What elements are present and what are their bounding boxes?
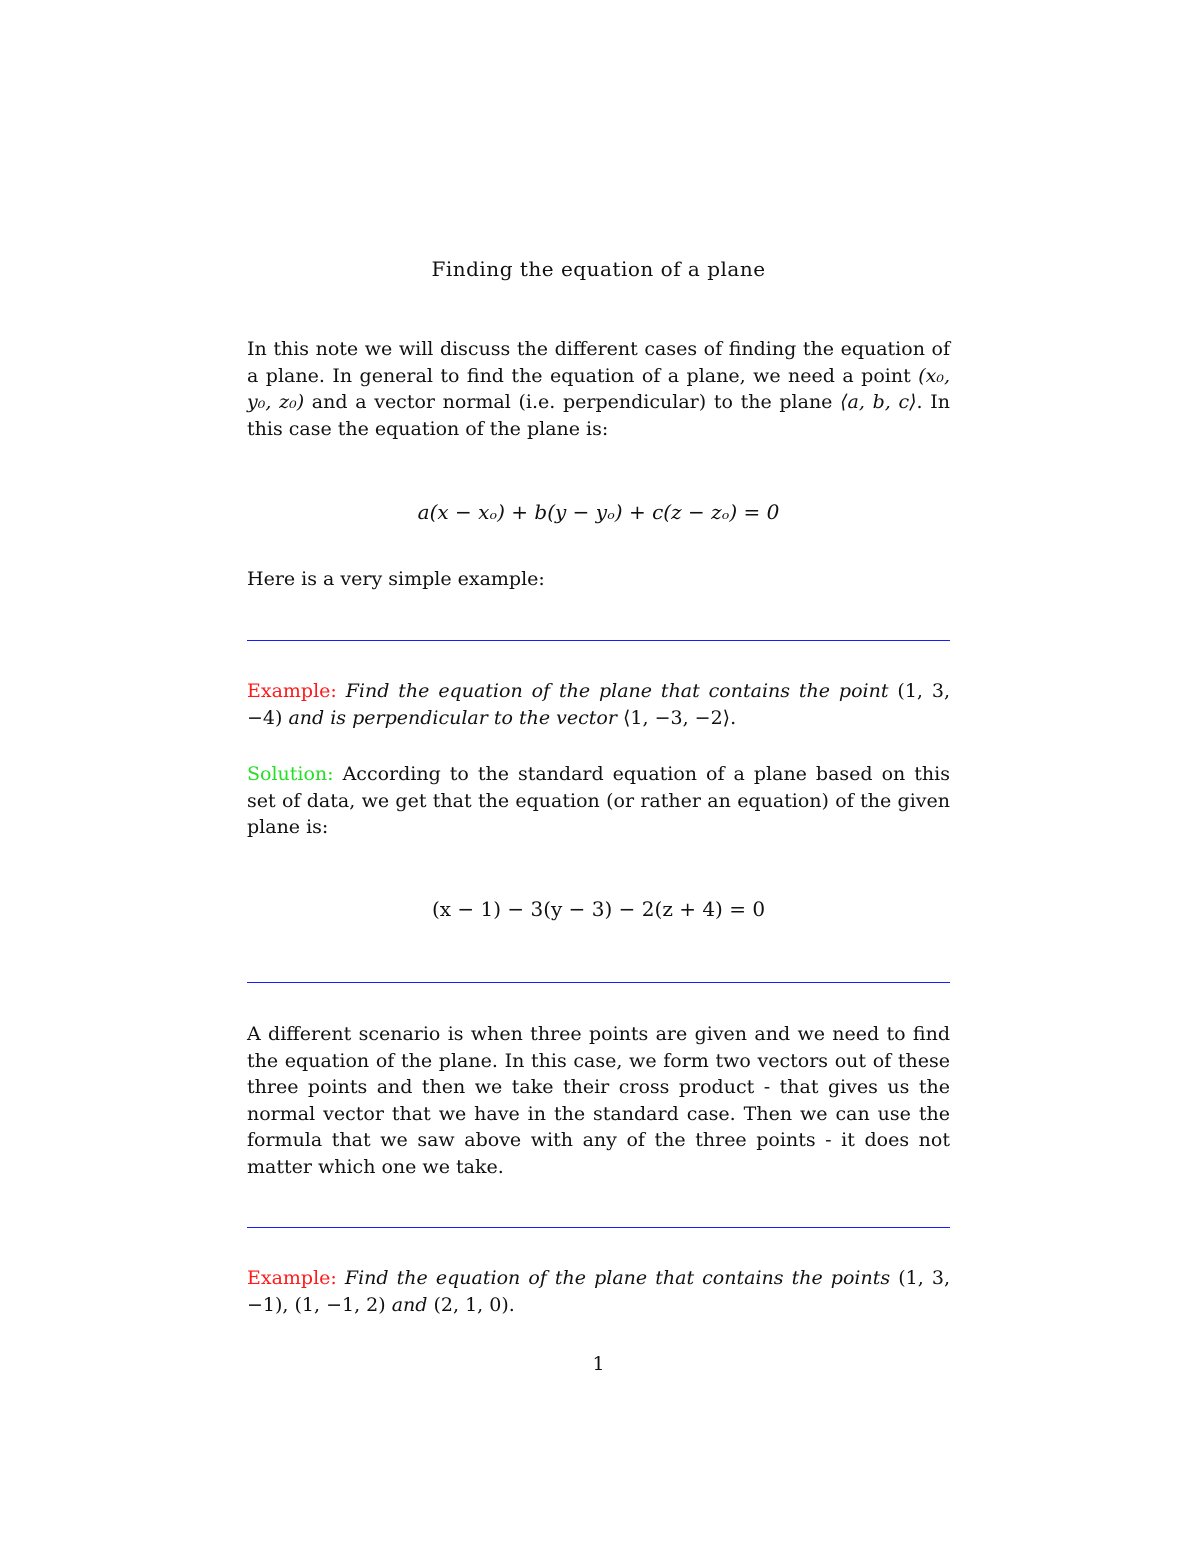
example2-end: . <box>508 1293 515 1316</box>
plane-equation: a(x − xₒ) + b(y − yₒ) + c(z − zₒ) = 0 <box>417 500 780 524</box>
page-title: Finding the equation of a plane <box>431 257 766 281</box>
solution1-label: Solution: <box>247 763 334 785</box>
example1-vector: ⟨1, −3, −2⟩ <box>622 706 731 729</box>
example1-paragraph <box>247 678 950 731</box>
example2-paragraph <box>247 1265 950 1318</box>
example1-text-b: and is perpendicular to the vector <box>288 706 617 729</box>
example2-and: and <box>391 1293 428 1316</box>
example2-label: Example: <box>247 1267 337 1289</box>
divider <box>247 640 950 641</box>
divider <box>247 982 950 983</box>
example2-separator: , <box>282 1293 289 1316</box>
intro-text: In this note we will discuss the different cases of finding the equation of a plane. In general to find the equation of a plane, we need a point <box>247 338 950 387</box>
intro-vector: ⟨a, b, c⟩ <box>840 391 917 413</box>
intro-paragraph <box>247 336 950 442</box>
example1-point: (1, 3, −4) <box>247 680 950 729</box>
example1-text-a: Find the equation of the plane that contains the point <box>345 680 889 702</box>
solution1-paragraph <box>247 761 950 841</box>
example2-point1: (1, 3, −1) <box>247 1267 950 1316</box>
example2-point2: (1, −1, 2) <box>294 1293 386 1316</box>
intro-mid-text: and a vector normal (i.e. perpendicular) to the plane <box>311 391 833 413</box>
example2-text-a: Find the equation of the plane that contains the points <box>344 1267 891 1289</box>
page-number: 1 <box>592 1353 605 1375</box>
intro-point: (x₀, y₀, z₀) <box>247 364 950 413</box>
document-page <box>247 0 950 1553</box>
example1-label: Example: <box>247 680 337 702</box>
scenario-paragraph: A different scenario is when three points are given and we need to find the equation of the plane. In this case, we form two vectors out of these three points and then we take their cross product - that gives us the normal vector that we have in the standard case. Then we can use the formula that we saw above with any of the three points - it does not matter which one we take. <box>247 1023 950 1178</box>
solution1-text: According to the standard equation of a plane based on this set of data, we get that the equation (or rather an equation) of the given plane is: <box>247 763 950 838</box>
here-text: Here is a very simple example: <box>247 568 545 590</box>
example2-point3: (2, 1, 0) <box>433 1293 509 1316</box>
divider <box>247 1227 950 1228</box>
example1-end: . <box>730 706 737 729</box>
example1-equation: (x − 1) − 3(y − 3) − 2(z + 4) = 0 <box>431 897 766 921</box>
intro-end-text: . In this case the equation of the plane is: <box>247 391 950 440</box>
